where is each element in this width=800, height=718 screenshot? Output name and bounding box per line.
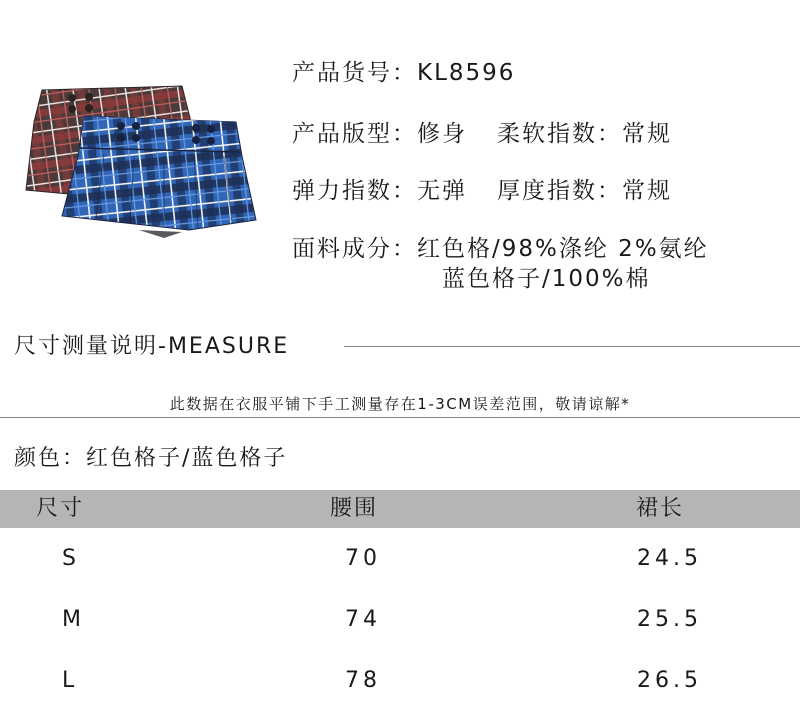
waist-cell: 70 bbox=[345, 546, 381, 571]
softness-label: 柔软指数： bbox=[497, 121, 622, 147]
product-image bbox=[14, 78, 276, 246]
elasticity-label: 弹力指数： bbox=[292, 178, 417, 204]
measure-title: 尺寸测量说明-MEASURE bbox=[14, 334, 290, 359]
item-number-label: 产品货号： bbox=[292, 60, 417, 86]
size-cell: S bbox=[62, 546, 80, 571]
fabric-label: 面料成分： bbox=[292, 236, 417, 262]
elasticity-value: 无弹 bbox=[417, 178, 467, 204]
fit-value: 修身 bbox=[417, 121, 467, 147]
thickness-value: 常规 bbox=[622, 178, 672, 204]
length-cell: 24.5 bbox=[637, 546, 702, 571]
divider bbox=[344, 346, 800, 347]
color-options: 颜色：红色格子/蓝色格子 bbox=[14, 446, 288, 471]
table-row bbox=[0, 650, 800, 711]
elasticity-thickness-line bbox=[292, 176, 672, 206]
waist-cell: 74 bbox=[345, 607, 381, 632]
length-cell: 26.5 bbox=[637, 668, 702, 693]
fabric-line bbox=[292, 234, 709, 264]
length-cell: 25.5 bbox=[637, 607, 702, 632]
item-number-value: KL8596 bbox=[417, 60, 516, 86]
thickness-label: 厚度指数： bbox=[497, 178, 622, 204]
measure-note: 此数据在衣服平铺下手工测量存在1-3CM误差范围，敬请谅解* bbox=[169, 395, 631, 413]
divider bbox=[0, 417, 800, 418]
header-length: 裙长 bbox=[636, 496, 685, 521]
fabric-value-1: 红色格/98%涤纶 2%氨纶 bbox=[417, 236, 709, 262]
size-table bbox=[0, 490, 800, 711]
waist-cell: 78 bbox=[345, 668, 381, 693]
fabric-value-2: 蓝色格子/100%棉 bbox=[442, 266, 651, 292]
fit-softness-line bbox=[292, 119, 672, 149]
fabric-line-2 bbox=[442, 264, 651, 294]
header-waist: 腰围 bbox=[330, 496, 379, 521]
table-row bbox=[0, 589, 800, 650]
item-number-line bbox=[292, 58, 515, 88]
fit-label: 产品版型： bbox=[292, 121, 417, 147]
table-header bbox=[0, 490, 800, 528]
table-row bbox=[0, 528, 800, 589]
size-cell: L bbox=[62, 668, 79, 693]
softness-value: 常规 bbox=[622, 121, 672, 147]
header-size: 尺寸 bbox=[36, 496, 85, 521]
size-cell: M bbox=[62, 607, 85, 632]
